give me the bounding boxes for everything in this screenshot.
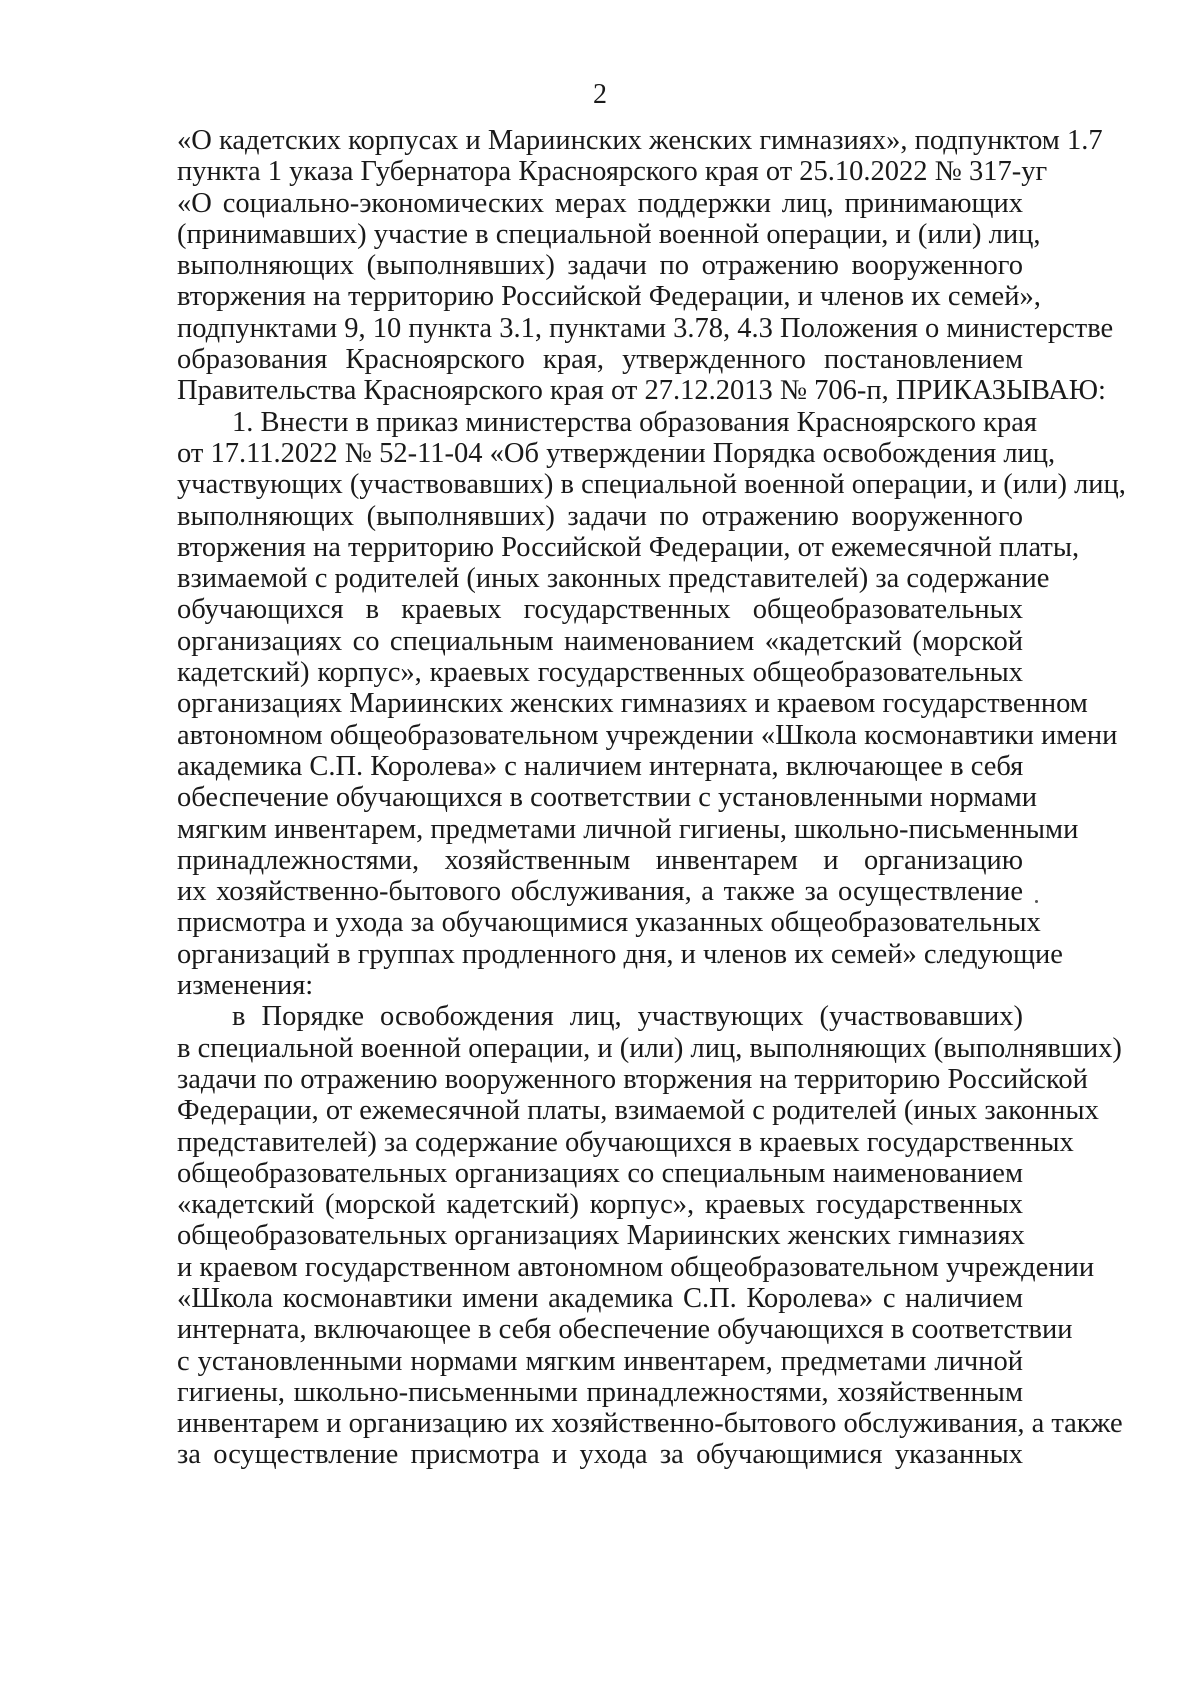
- text-line: «О кадетских корпусах и Мариинских женских гимназиях», подпунктом 1.7: [177, 125, 1103, 156]
- text-line: Правительства Красноярского края от 27.12.2013 № 706-п, ПРИКАЗЫВАЮ:: [177, 375, 1106, 407]
- text-line: с установленными нормами мягким инвентарем, предметами личной: [177, 1345, 1023, 1377]
- text-line: выполняющих (выполнявших) задачи по отражению вооруженного: [177, 500, 1023, 532]
- text-line: в Порядке освобождения лиц, участвующих (участвовавших): [232, 1001, 1023, 1033]
- text-line: инвентарем и организацию их хозяйственно-бытового обслуживания, а также: [177, 1408, 1123, 1440]
- text-line: образования Красноярского края, утвержденного постановлением: [177, 344, 1023, 376]
- text-line: 1. Внести в приказ министерства образования Красноярского края: [232, 406, 1037, 438]
- text-line: Федерации, от ежемесячной платы, взимаемой с родителей (иных законных: [177, 1095, 1099, 1127]
- text-line: организациях Мариинских женских гимназиях и краевом государственном: [177, 688, 1088, 720]
- text-line: задачи по отражению вооруженного вторжения на территорию Российской: [177, 1063, 1088, 1095]
- text-line: взимаемой с родителей (иных законных представителей) за содержание: [177, 563, 1050, 595]
- text-line: (принимавших) участие в специальной военной операции, и (или) лиц,: [177, 218, 1041, 250]
- text-line: общеобразовательных организациях Мариинских женских гимназиях: [177, 1220, 1025, 1252]
- text-line: обучающихся в краевых государственных общеобразовательных: [177, 594, 1023, 626]
- text-line: общеобразовательных организациях со специальным наименованием: [177, 1157, 1023, 1189]
- text-line: участвующих (участвовавших) в специальной военной операции, и (или) лиц,: [177, 469, 1126, 501]
- text-line: кадетский) корпус», краевых государственных общеобразовательных: [177, 657, 1023, 689]
- text-line: от 17.11.2022 № 52-11-04 «Об утверждении Порядка освобождения лиц,: [177, 437, 1056, 469]
- page-number: 2: [593, 79, 607, 110]
- text-line: представителей) за содержание обучающихся в краевых государственных: [177, 1126, 1074, 1158]
- text-line: «Школа космонавтики имени академика С.П. Королева» с наличием: [177, 1282, 1023, 1314]
- text-line: академика С.П. Королева» с наличием интерната, включающее в себя: [177, 750, 1024, 782]
- text-line: организациях со специальным наименованием «кадетский (морской: [177, 625, 1023, 657]
- text-line: и краевом государственном автономном общеобразовательном учреждении: [177, 1251, 1095, 1283]
- text-line: автономном общеобразовательном учреждении «Школа космонавтики имени: [177, 719, 1118, 751]
- text-line: вторжения на территорию Российской Федерации, и членов их семей»,: [177, 281, 1041, 313]
- text-line: «О социально-экономических мерах поддержки лиц, принимающих: [177, 187, 1023, 219]
- text-line: подпунктами 9, 10 пункта 3.1, пунктами 3.78, 4.3 Положения о министерстве: [177, 312, 1114, 344]
- text-line: организаций в группах продленного дня, и членов их семей» следующие: [177, 938, 1063, 970]
- text-line: интерната, включающее в себя обеспечение обучающихся в соответствии: [177, 1314, 1073, 1346]
- text-line: «кадетский (морской кадетский) корпус», краевых государственных: [177, 1189, 1023, 1221]
- text-line: выполняющих (выполнявших) задачи по отражению вооруженного: [177, 250, 1023, 282]
- text-line: принадлежностями, хозяйственным инвентарем и организацию: [177, 844, 1023, 876]
- text-line: изменения:: [177, 970, 314, 1002]
- text-line: гигиены, школьно-письменными принадлежностями, хозяйственным: [177, 1376, 1023, 1408]
- text-line: обеспечение обучающихся в соответствии с установленными нормами: [177, 782, 1038, 814]
- text-line: их хозяйственно-бытового обслуживания, а также за осуществление: [177, 876, 1023, 908]
- text-line: вторжения на территорию Российской Федерации, от ежемесячной платы,: [177, 531, 1080, 563]
- text-line: пункта 1 указа Губернатора Красноярского края от 25.10.2022 № 317-уг: [177, 156, 1048, 188]
- text-line: в специальной военной операции, и (или) лиц, выполняющих (выполнявших): [177, 1032, 1122, 1064]
- text-line: мягким инвентарем, предметами личной гигиены, школьно-письменными: [177, 813, 1079, 845]
- text-line: за осуществление присмотра и ухода за обучающимися указанных: [177, 1439, 1023, 1471]
- text-line: присмотра и ухода за обучающимися указанных общеобразовательных: [177, 907, 1041, 939]
- document-body: [177, 125, 1126, 1471]
- scan-artifact-dot: [1035, 900, 1038, 903]
